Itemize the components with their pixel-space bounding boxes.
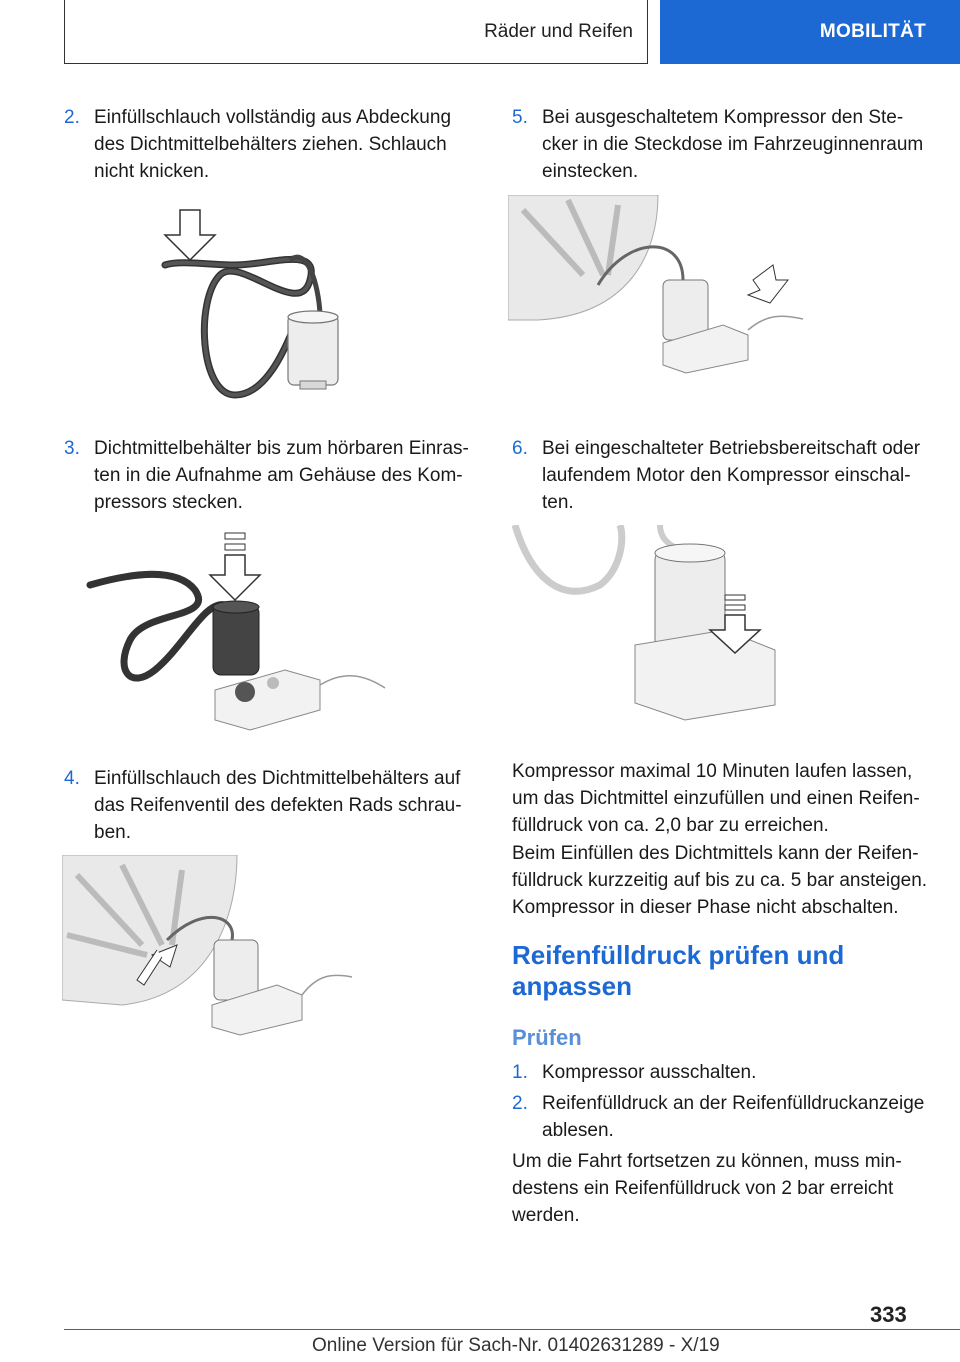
step-number: 2.	[512, 1093, 528, 1114]
step-line: pressors stecken.	[94, 492, 243, 513]
paragraph-line: um das Dichtmittel einzufüllen und einen Reifen‐	[512, 788, 920, 809]
step-line: Bei eingeschalteter Betriebsbereitschaft oder	[542, 438, 921, 459]
step-number: 6.	[512, 438, 528, 459]
paragraph-line: Um die Fahrt fortsetzen zu können, muss min‐	[512, 1151, 902, 1172]
step-5	[512, 104, 932, 185]
step-number: 1.	[512, 1062, 528, 1083]
step-line: Einfüllschlauch vollständig aus Abdeckung	[94, 107, 452, 128]
paragraph-pressure-rise	[512, 840, 942, 921]
step-4	[64, 765, 484, 846]
figure-insert-container	[85, 530, 395, 740]
step-text	[542, 1059, 756, 1086]
step-text	[542, 1090, 924, 1144]
step-line: ablesen.	[542, 1120, 614, 1141]
step-line: einstecken.	[542, 161, 639, 182]
step-text	[94, 765, 462, 846]
step-number: 4.	[64, 768, 80, 789]
step-text	[94, 104, 451, 185]
step-2	[64, 104, 484, 185]
footer-divider	[64, 1329, 960, 1330]
figure-hose-container	[150, 205, 370, 400]
check-step-2	[512, 1090, 932, 1144]
heading-line: anpassen	[512, 971, 632, 1001]
paragraph-compressor-duration	[512, 758, 942, 839]
step-text	[542, 104, 923, 185]
step-number: 3.	[64, 438, 80, 459]
step-3	[64, 435, 484, 516]
header-chapter-box	[660, 0, 960, 64]
subheading-check: Prüfen	[512, 1025, 582, 1050]
paragraph-line: Beim Einfüllen des Dichtmittels kann der Reifen‐	[512, 843, 919, 864]
heading-line: Reifenfülldruck prüfen und	[512, 940, 845, 970]
step-line: Einfüllschlauch des Dichtmittelbehälters auf	[94, 768, 461, 789]
step-line: Bei ausgeschaltetem Kompressor den Ste‐	[542, 107, 904, 128]
step-line: des Dichtmittelbehälters ziehen. Schlauch	[94, 134, 447, 155]
check-step-1	[512, 1059, 932, 1086]
step-line: Kompressor ausschalten.	[542, 1062, 757, 1083]
step-number: 2.	[64, 107, 80, 128]
figure-plug-socket	[508, 195, 808, 380]
step-line: Dichtmittelbehälter bis zum hörbaren Einras‐	[94, 438, 469, 459]
figure-switch-on	[510, 525, 780, 725]
step-line: Reifenfülldruck an der Reifenfülldruckanzeige	[542, 1093, 925, 1114]
figure-valve-connect	[62, 855, 362, 1040]
header-chapter-title: MOBILITÄT	[819, 21, 926, 42]
header-section-box	[64, 0, 648, 64]
page-number: 333	[870, 1302, 907, 1327]
footer-online-version: Online Version für Sach-Nr. 01402631289 - X/19	[312, 1335, 720, 1356]
step-line: nicht knicken.	[94, 161, 210, 182]
step-line: ten in die Aufnahme am Gehäuse des Kom‐	[94, 465, 463, 486]
paragraph-line: fülldruck von ca. 2,0 bar zu erreichen.	[512, 815, 829, 836]
step-line: laufendem Motor den Kompressor einschal‐	[542, 465, 911, 486]
section-heading	[512, 940, 942, 1002]
paragraph-line: Kompressor in dieser Phase nicht abschalten.	[512, 897, 899, 918]
step-6	[512, 435, 932, 516]
step-line: das Reifenventil des defekten Rads schrau‐	[94, 795, 462, 816]
step-line: ben.	[94, 822, 131, 843]
paragraph-line: Kompressor maximal 10 Minuten laufen lassen,	[512, 761, 913, 782]
paragraph-line: werden.	[512, 1205, 580, 1226]
paragraph-line: destens ein Reifenfülldruck von 2 bar erreicht	[512, 1178, 894, 1199]
header-section-title: Räder und Reifen	[484, 20, 633, 42]
step-line: ten.	[542, 492, 574, 513]
step-text	[542, 435, 920, 516]
step-number: 5.	[512, 107, 528, 128]
paragraph-closing	[512, 1148, 942, 1229]
step-text	[94, 435, 469, 516]
step-line: cker in die Steckdose im Fahrzeuginnenraum	[542, 134, 924, 155]
paragraph-line: fülldruck kurzzeitig auf bis zu ca. 5 bar ansteigen.	[512, 870, 928, 891]
